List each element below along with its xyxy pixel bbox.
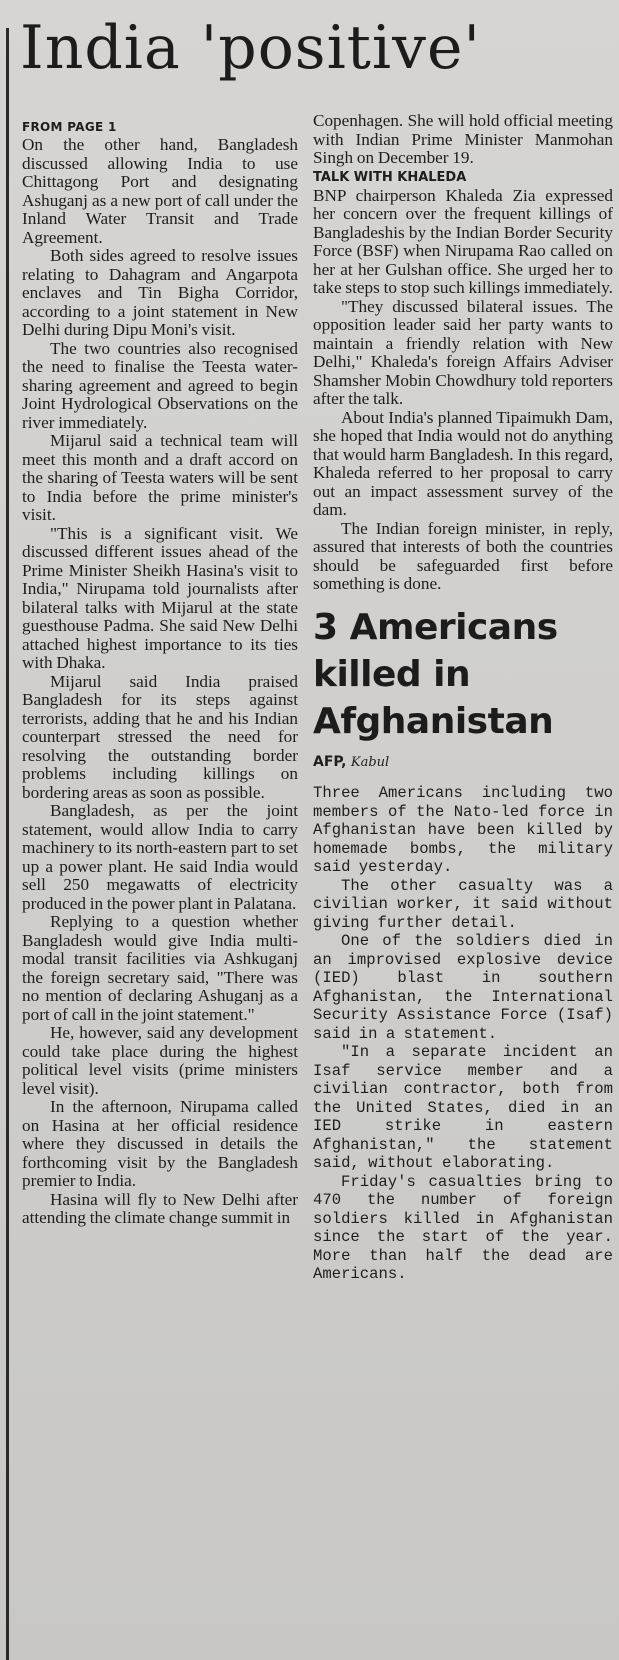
left-column — [22, 120, 298, 1228]
article-paragraph: On the other hand, Bangladesh discussed allowing India to use Chittagong Port and designating Ashuganj as a new port of call under the Inland Water Transit and Trade Agreement. — [22, 135, 298, 247]
article-paragraph: Three Americans including two members of the Nato-led force in Afghanistan have been killed by homemade bombs, the military said yesterday. — [313, 784, 613, 876]
article-paragraph: Mijarul said India praised Bangladesh for its steps against terrorists, adding that he and his Indian counterpart stressed the need for resolving the outstanding border problems including killings on bordering areas as soon as possible. — [22, 671, 298, 802]
article-paragraph: "In a separate incident an Isaf service member and a civilian contractor, both from the United States, died in an IED strike in eastern Afghanistan," the statement said, without elaborating. — [313, 1043, 613, 1172]
article-paragraph: Both sides agreed to resolve issues relating to Dahagram and Angarpota enclaves and Tin Bigha Corridor, according to a joint statement in New Delhi during Dipu Moni's visit. — [22, 246, 298, 339]
article-paragraph-continued: Copenhagen. She will hold official meeting with Indian Prime Minister Manmohan Singh on December 19. — [313, 111, 613, 167]
article-paragraph: Hasina will fly to New Delhi after attending the climate change summit in — [22, 1189, 298, 1227]
byline-agency: AFP, — [313, 753, 347, 770]
article-paragraph: Mijarul said a technical team will meet this month and a draft accord on the sharing of Teesta waters will be sent to India before the prime minister's visit. — [22, 431, 298, 524]
subhead-talk-with-khaleda: TALK WITH KHALEDA — [313, 169, 467, 185]
article-paragraph: He, however, said any development could take place during the highest political level visits (prime ministers level visit). — [22, 1023, 298, 1098]
column-rule — [6, 28, 9, 1660]
article-paragraph: The other casualty was a civilian worker, it said without giving further detail. — [313, 876, 613, 932]
article-paragraph: The Indian foreign minister, in reply, assured that interests of both the countries should be safeguarded first before something is done. — [313, 518, 613, 593]
headline-line: Afghanistan — [313, 700, 554, 742]
byline — [313, 753, 613, 773]
article-paragraph: In the afternoon, Nirupama called on Hasina at her official residence where they discussed in details the forthcoming visit by the Bangladesh premier to India. — [22, 1097, 298, 1190]
article-paragraph: "This is a significant visit. We discussed different issues ahead of the Prime Minister Sheikh Hasina's visit to India," Nirupama told journalists after bilateral talks with Mijarul at the state guesthouse Padma. She said New Delhi attached highest importance to its ties with Dhaka. — [22, 523, 298, 672]
article-paragraph: Friday's casualties bring to 470 the number of foreign soldiers killed in Afghanistan since the start of the year. More than half the dead are Americans. — [313, 1172, 613, 1283]
headline-line: 3 Americans — [313, 606, 558, 648]
article-paragraph: About India's planned Tipaimukh Dam, she hoped that India would not do anything that would harm Bangladesh. In this regard, Khaleda referred to her proposal to carry out an impact assessment survey of the dam. — [313, 407, 613, 519]
main-headline: India 'positive' — [20, 13, 481, 83]
article-paragraph: Bangladesh, as per the joint statement, would allow India to carry machinery to its north-eastern part to set up a power plant. He said India would sell 250 megawatts of electricity produced in the power plant in Palatana. — [22, 801, 298, 913]
article-paragraph: Replying to a question whether Bangladesh would give India multi-modal transit facilities via Ashkuganj the foreign secretary said, "There was no mention of declaring Ashuganj as a port of call in the joint statement." — [22, 912, 298, 1024]
second-story-headline — [313, 604, 613, 745]
article-paragraph: The two countries also recognised the need to finalise the Teesta water-sharing agreement and agreed to begin Joint Hydrological Observations on the river immediately. — [22, 338, 298, 432]
article-paragraph: One of the soldiers died in an improvised explosive device (IED) blast in southern Afghanistan, the International Security Assistance Force (Isaf) said in a statement. — [313, 932, 613, 1043]
kicker-from-page: FROM PAGE 1 — [22, 120, 117, 134]
second-story-body — [313, 784, 613, 1284]
byline-place: Kabul — [350, 754, 390, 770]
article-paragraph: BNP chairperson Khaleda Zia expressed her concern over the frequent killings of Bangladeshis by the Indian Border Security Force (BSF) when Nirupama Rao called on her at her Gulshan office. She urged her to take steps to stop such killings immediately. — [313, 185, 613, 297]
right-column — [313, 112, 613, 1284]
article-paragraph: "They discussed bilateral issues. The opposition leader said her party wants to maintain a friendly relation with New Delhi," Khaleda's foreign Affairs Adviser Shamsher Mobin Chowdhury told reporters after the talk. — [313, 296, 613, 408]
headline-line: killed in — [313, 653, 471, 695]
